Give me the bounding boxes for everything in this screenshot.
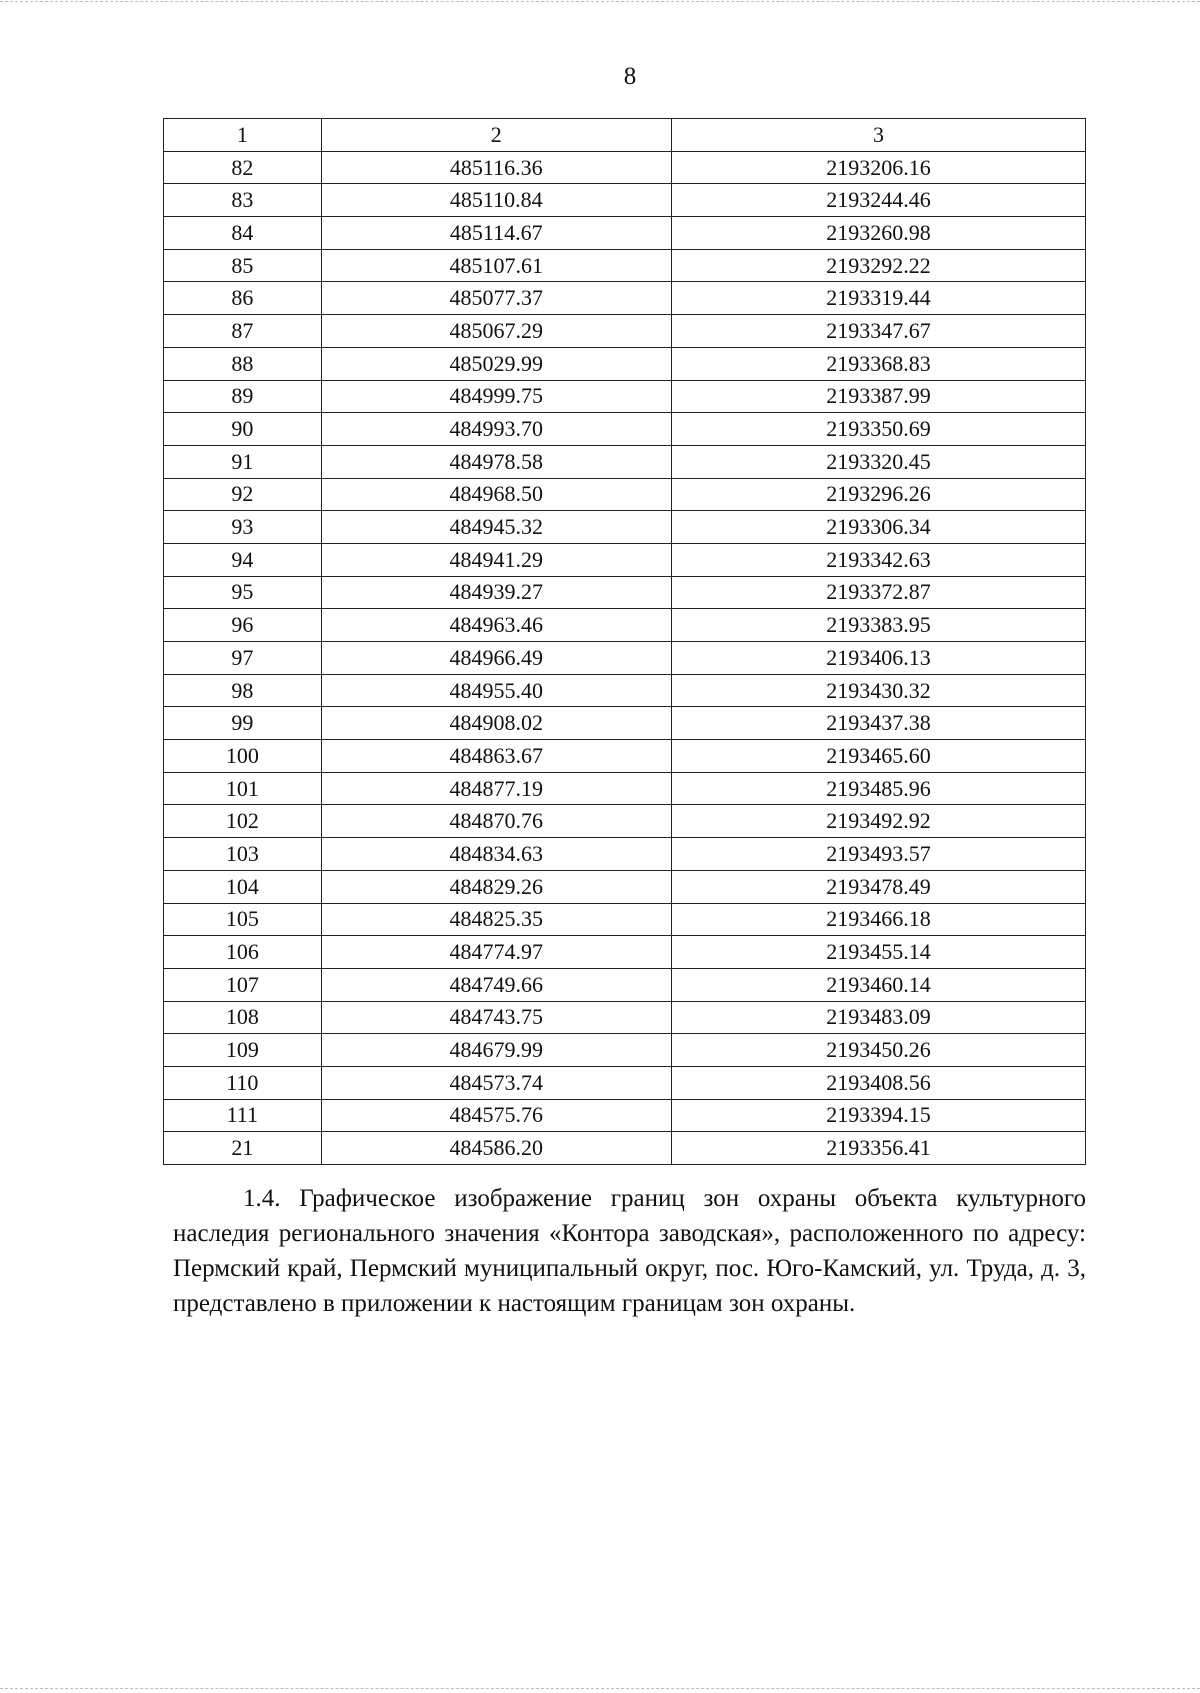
table-row	[164, 1001, 1086, 1034]
table-row	[164, 576, 1086, 609]
table-row	[164, 936, 1086, 969]
y-coordinate-cell: 2193292.22	[671, 249, 1085, 282]
x-coordinate-cell: 485116.36	[321, 151, 671, 184]
y-coordinate-cell: 2193406.13	[671, 642, 1085, 675]
y-coordinate-cell: 2193350.69	[671, 413, 1085, 446]
table-row	[164, 1034, 1086, 1067]
point-number-cell: 88	[164, 347, 322, 380]
x-coordinate-cell: 484749.66	[321, 968, 671, 1001]
x-coordinate-cell: 485107.61	[321, 249, 671, 282]
table-row	[164, 151, 1086, 184]
y-coordinate-cell: 2193356.41	[671, 1132, 1085, 1165]
table-row	[164, 903, 1086, 936]
x-coordinate-cell: 484908.02	[321, 707, 671, 740]
point-number-cell: 91	[164, 445, 322, 478]
x-coordinate-cell: 485067.29	[321, 315, 671, 348]
x-coordinate-cell: 484829.26	[321, 870, 671, 903]
table-header-row	[164, 119, 1086, 152]
point-number-cell: 100	[164, 740, 322, 773]
column-header-2: 2	[321, 119, 671, 152]
point-number-cell: 87	[164, 315, 322, 348]
y-coordinate-cell: 2193260.98	[671, 217, 1085, 250]
y-coordinate-cell: 2193437.38	[671, 707, 1085, 740]
y-coordinate-cell: 2193383.95	[671, 609, 1085, 642]
table-row	[164, 805, 1086, 838]
point-number-cell: 103	[164, 838, 322, 871]
point-number-cell: 85	[164, 249, 322, 282]
section-1-4-paragraph: 1.4. Графическое изображение границ зон охраны объекта культурного наследия регионального значения «Контора заводская», расположенного по адресу: Пермский край, Пермский муниципальный округ, пос. Юго-Камский, ул. Труда, д. 3, представлено в приложении к настоящим границам зон охраны.	[173, 1185, 1086, 1317]
y-coordinate-cell: 2193408.56	[671, 1066, 1085, 1099]
y-coordinate-cell: 2193319.44	[671, 282, 1085, 315]
y-coordinate-cell: 2193460.14	[671, 968, 1085, 1001]
table-row	[164, 642, 1086, 675]
point-number-cell: 86	[164, 282, 322, 315]
table-row	[164, 413, 1086, 446]
table-row	[164, 838, 1086, 871]
table-row	[164, 184, 1086, 217]
x-coordinate-cell: 484575.76	[321, 1099, 671, 1132]
table-row	[164, 445, 1086, 478]
table-row	[164, 347, 1086, 380]
table-row	[164, 282, 1086, 315]
x-coordinate-cell: 484573.74	[321, 1066, 671, 1099]
point-number-cell: 106	[164, 936, 322, 969]
coordinates-table	[163, 118, 1086, 1165]
x-coordinate-cell: 484993.70	[321, 413, 671, 446]
x-coordinate-cell: 484939.27	[321, 576, 671, 609]
y-coordinate-cell: 2193492.92	[671, 805, 1085, 838]
x-coordinate-cell: 485110.84	[321, 184, 671, 217]
x-coordinate-cell: 484963.46	[321, 609, 671, 642]
x-coordinate-cell: 484978.58	[321, 445, 671, 478]
point-number-cell: 101	[164, 772, 322, 805]
y-coordinate-cell: 2193466.18	[671, 903, 1085, 936]
x-coordinate-cell: 484877.19	[321, 772, 671, 805]
y-coordinate-cell: 2193244.46	[671, 184, 1085, 217]
point-number-cell: 99	[164, 707, 322, 740]
point-number-cell: 108	[164, 1001, 322, 1034]
x-coordinate-cell: 484999.75	[321, 380, 671, 413]
y-coordinate-cell: 2193394.15	[671, 1099, 1085, 1132]
x-coordinate-cell: 485114.67	[321, 217, 671, 250]
point-number-cell: 84	[164, 217, 322, 250]
y-coordinate-cell: 2193430.32	[671, 674, 1085, 707]
table-row	[164, 1066, 1086, 1099]
point-number-cell: 97	[164, 642, 322, 675]
y-coordinate-cell: 2193342.63	[671, 543, 1085, 576]
table-row	[164, 772, 1086, 805]
table-row	[164, 217, 1086, 250]
x-coordinate-cell: 485029.99	[321, 347, 671, 380]
table-row	[164, 740, 1086, 773]
column-header-1: 1	[164, 119, 322, 152]
x-coordinate-cell: 484955.40	[321, 674, 671, 707]
table-row	[164, 968, 1086, 1001]
y-coordinate-cell: 2193372.87	[671, 576, 1085, 609]
x-coordinate-cell: 484834.63	[321, 838, 671, 871]
table-row	[164, 543, 1086, 576]
scan-edge-bottom	[0, 1688, 1200, 1689]
point-number-cell: 93	[164, 511, 322, 544]
page-number: 8	[623, 63, 637, 90]
x-coordinate-cell: 484966.49	[321, 642, 671, 675]
x-coordinate-cell: 484743.75	[321, 1001, 671, 1034]
scan-edge-top	[0, 1, 1200, 2]
column-header-3: 3	[671, 119, 1085, 152]
y-coordinate-cell: 2193483.09	[671, 1001, 1085, 1034]
table-row	[164, 511, 1086, 544]
table-row	[164, 674, 1086, 707]
y-coordinate-cell: 2193387.99	[671, 380, 1085, 413]
point-number-cell: 107	[164, 968, 322, 1001]
table-row	[164, 707, 1086, 740]
y-coordinate-cell: 2193478.49	[671, 870, 1085, 903]
y-coordinate-cell: 2193320.45	[671, 445, 1085, 478]
y-coordinate-cell: 2193368.83	[671, 347, 1085, 380]
point-number-cell: 90	[164, 413, 322, 446]
point-number-cell: 21	[164, 1132, 322, 1165]
y-coordinate-cell: 2193296.26	[671, 478, 1085, 511]
y-coordinate-cell: 2193347.67	[671, 315, 1085, 348]
x-coordinate-cell: 484586.20	[321, 1132, 671, 1165]
point-number-cell: 110	[164, 1066, 322, 1099]
table-row	[164, 478, 1086, 511]
y-coordinate-cell: 2193465.60	[671, 740, 1085, 773]
table-row	[164, 380, 1086, 413]
y-coordinate-cell: 2193206.16	[671, 151, 1085, 184]
x-coordinate-cell: 484679.99	[321, 1034, 671, 1067]
y-coordinate-cell: 2193306.34	[671, 511, 1085, 544]
y-coordinate-cell: 2193485.96	[671, 772, 1085, 805]
y-coordinate-cell: 2193455.14	[671, 936, 1085, 969]
table-body	[164, 151, 1086, 1164]
table-row	[164, 1132, 1086, 1165]
x-coordinate-cell: 484945.32	[321, 511, 671, 544]
y-coordinate-cell: 2193493.57	[671, 838, 1085, 871]
y-coordinate-cell: 2193450.26	[671, 1034, 1085, 1067]
point-number-cell: 92	[164, 478, 322, 511]
point-number-cell: 96	[164, 609, 322, 642]
point-number-cell: 83	[164, 184, 322, 217]
x-coordinate-cell: 484968.50	[321, 478, 671, 511]
point-number-cell: 94	[164, 543, 322, 576]
x-coordinate-cell: 484825.35	[321, 903, 671, 936]
x-coordinate-cell: 485077.37	[321, 282, 671, 315]
point-number-cell: 95	[164, 576, 322, 609]
point-number-cell: 102	[164, 805, 322, 838]
point-number-cell: 82	[164, 151, 322, 184]
point-number-cell: 98	[164, 674, 322, 707]
x-coordinate-cell: 484941.29	[321, 543, 671, 576]
point-number-cell: 89	[164, 380, 322, 413]
point-number-cell: 111	[164, 1099, 322, 1132]
point-number-cell: 105	[164, 903, 322, 936]
table-row	[164, 249, 1086, 282]
point-number-cell: 109	[164, 1034, 322, 1067]
point-number-cell: 104	[164, 870, 322, 903]
x-coordinate-cell: 484870.76	[321, 805, 671, 838]
x-coordinate-cell: 484774.97	[321, 936, 671, 969]
table-row	[164, 870, 1086, 903]
x-coordinate-cell: 484863.67	[321, 740, 671, 773]
table-row	[164, 1099, 1086, 1132]
table-row	[164, 609, 1086, 642]
table-row	[164, 315, 1086, 348]
